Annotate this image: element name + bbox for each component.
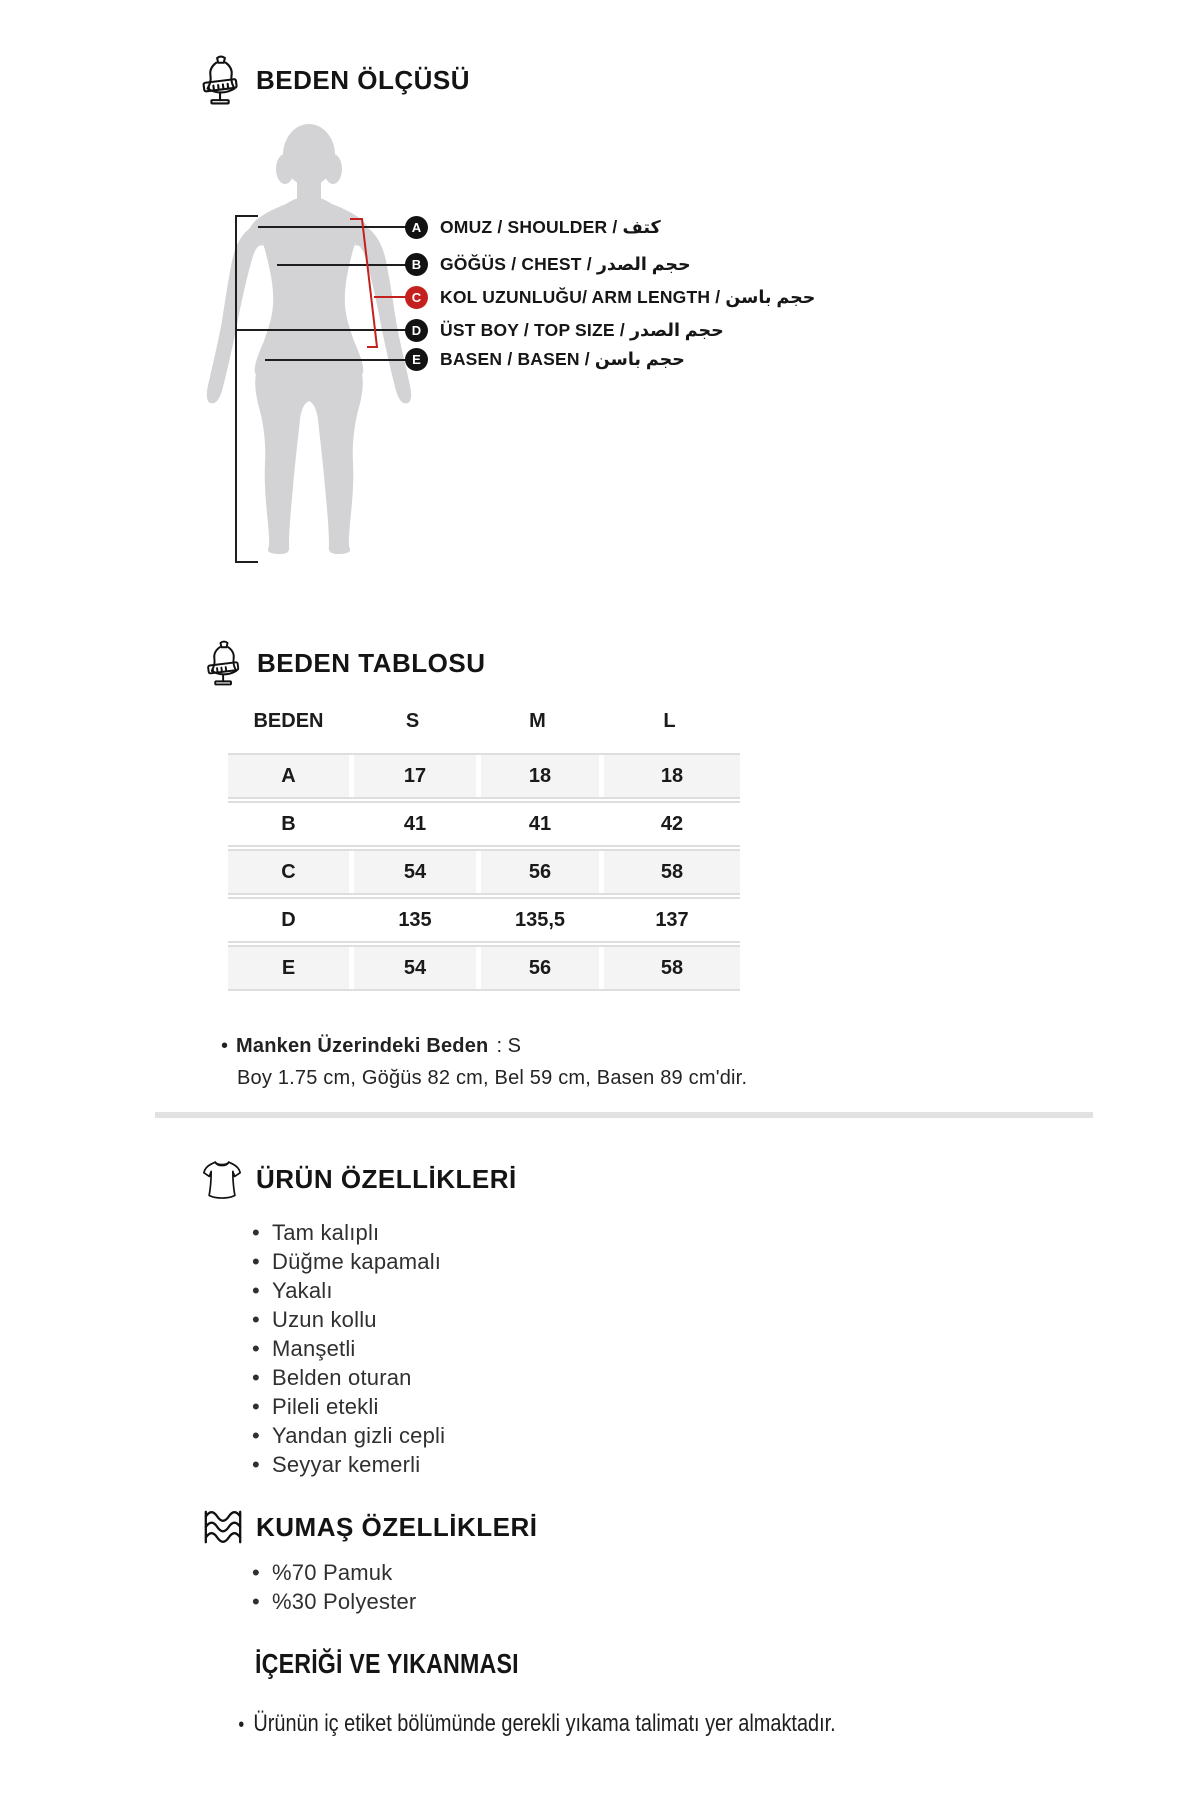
list-item: • Düğme kapamalı — [250, 1247, 445, 1276]
measure-label-chest: B GÖĞÜS / CHEST / حجم الصدر — [405, 253, 691, 276]
table-row: C 54 56 58 — [228, 849, 740, 895]
col-header-s: S — [405, 710, 420, 732]
table-row: B 41 41 42 — [228, 801, 740, 847]
product-features-list — [250, 1218, 445, 1479]
bullet: • — [221, 1035, 229, 1057]
female-silhouette — [207, 124, 411, 554]
table-row: E 54 56 58 — [228, 945, 740, 991]
measure-label-top-size: D ÜST BOY / TOP SIZE / حجم الصدر — [405, 319, 724, 342]
table-row: D 135 135,5 137 — [228, 897, 740, 943]
fabric-features-header — [202, 1506, 538, 1548]
label-badge-c: C — [405, 286, 428, 309]
section-divider — [155, 1112, 1093, 1118]
measure-label-shoulder: A OMUZ / SHOULDER / كتف — [405, 216, 661, 239]
measure-label-hip: E BASEN / BASEN / حجم باسن — [405, 348, 685, 371]
label-badge-a: A — [405, 216, 428, 239]
size-table-header — [203, 640, 485, 686]
list-item: • Manşetli — [250, 1334, 445, 1363]
label-badge-b: B — [405, 253, 428, 276]
list-item: • Pileli etekli — [250, 1392, 445, 1421]
tshirt-icon — [200, 1158, 244, 1200]
list-item: • Tam kalıplı — [250, 1218, 445, 1247]
model-size-note — [221, 1035, 747, 1090]
care-title: İÇERİĞİ VE YIKANMASI — [255, 1648, 519, 1679]
measure-label-arm-length: C KOL UZUNLUĞU/ ARM LENGTH / حجم باسن — [405, 286, 815, 309]
mannequin-icon — [203, 640, 245, 686]
model-size-label: Manken Üzerindeki Beden — [236, 1035, 489, 1057]
size-guide-header — [198, 55, 470, 105]
model-size-value: : S — [496, 1035, 521, 1057]
size-table — [228, 706, 740, 993]
label-badge-d: D — [405, 319, 428, 342]
label-badge-e: E — [405, 348, 428, 371]
fabric-features-title: KUMAŞ ÖZELLİKLERİ — [256, 1511, 538, 1542]
list-item: • Seyyar kemerli — [250, 1450, 445, 1479]
fabric-features-list — [250, 1558, 416, 1616]
list-item: • Yandan gizli cepli — [250, 1421, 445, 1450]
col-header-m: M — [529, 710, 546, 732]
fabric-weave-icon — [202, 1506, 244, 1548]
size-guide-title: BEDEN ÖLÇÜSÜ — [256, 64, 471, 95]
care-section — [255, 1648, 886, 1739]
list-item: • %70 Pamuk — [250, 1558, 416, 1587]
size-table-header-row — [228, 706, 740, 737]
list-item: • %30 Polyester — [250, 1587, 416, 1616]
list-item: • Uzun kollu — [250, 1305, 445, 1334]
mannequin-icon — [198, 55, 244, 105]
col-header-l: L — [663, 710, 676, 732]
product-features-title: ÜRÜN ÖZELLİKLERİ — [256, 1163, 517, 1194]
list-item: • Yakalı — [250, 1276, 445, 1305]
size-table-title: BEDEN TABLOSU — [257, 647, 486, 678]
table-row: A 17 18 18 — [228, 753, 740, 799]
product-features-header — [200, 1158, 517, 1200]
care-list — [255, 1708, 886, 1739]
col-header-beden: BEDEN — [253, 710, 324, 732]
list-item: • Ürünün iç etiket bölümünde gerekli yıkama talimatı yer almaktadır. — [237, 1708, 886, 1739]
model-measurements: Boy 1.75 cm, Göğüs 82 cm, Bel 59 cm, Basen 89 cm'dir. — [237, 1067, 748, 1089]
list-item: • Belden oturan — [250, 1363, 445, 1392]
